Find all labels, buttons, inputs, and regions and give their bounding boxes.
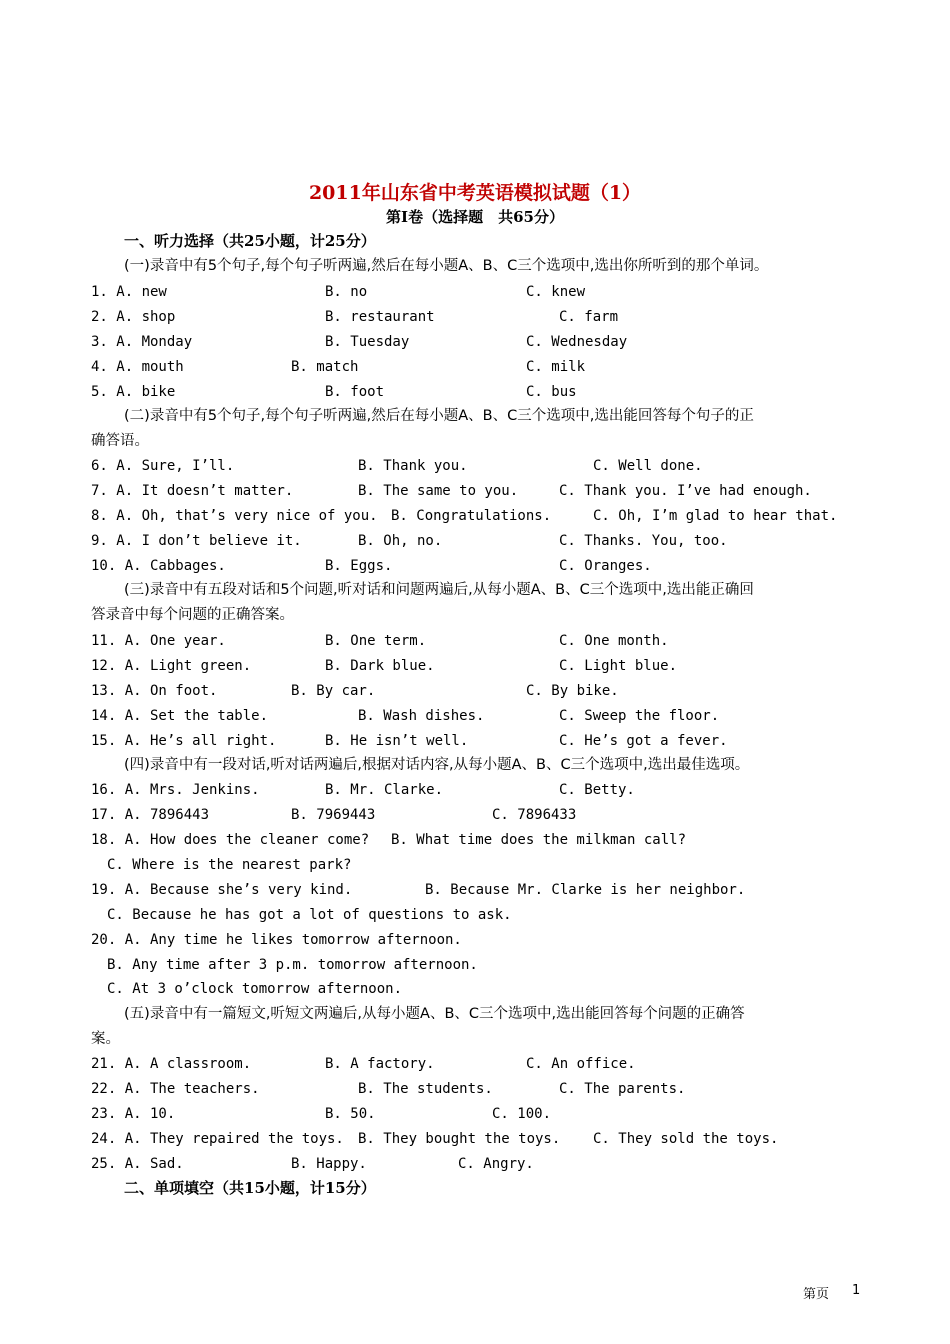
q16-option-a: 16. A. Mrs. Jenkins. [91, 782, 260, 798]
q12-option-a: 12. A. Light green. [91, 658, 252, 674]
q25-option-a: 25. A. Sad. [91, 1156, 184, 1172]
part5-intro-line1: (五)录音中有一篇短文,听短文两遍后,从每小题A、B、C三个选项中,选出能回答每个问题的正确答 [124, 1006, 745, 1022]
q1-option-b: B. no [325, 284, 368, 300]
q7-option-c: C. Thank you. I’ve had enough. [559, 483, 812, 499]
q2-option-c: C. farm [559, 309, 619, 325]
q23-option-a: 23. A. 10. [91, 1106, 176, 1122]
part2-intro-line1: (二)录音中有5个句子,每个句子听两遍,然后在每小题A、B、C三个选项中,选出能回答每个句子的正 [124, 408, 754, 424]
q3-option-b: B. Tuesday [325, 334, 410, 350]
q10-option-a: 10. A. Cabbages. [91, 558, 226, 574]
q1-option-a: 1. A. new [91, 284, 167, 300]
q14-option-b: B. Wash dishes. [358, 708, 485, 724]
q21-option-a: 21. A. A classroom. [91, 1056, 252, 1072]
q11-option-b: B. One term. [325, 633, 427, 649]
q6-option-a: 6. A. Sure, I’ll. [91, 458, 235, 474]
part1-intro: (一)录音中有5个句子,每个句子听两遍,然后在每小题A、B、C三个选项中,选出你所听到的那个单词。 [124, 258, 769, 274]
q13-option-b: B. By car. [291, 683, 376, 699]
q15-option-b: B. He isn’t well. [325, 733, 469, 749]
q11-option-c: C. One month. [559, 633, 669, 649]
q17-option-c: C. 7896433 [492, 807, 577, 823]
q20-option-a: 20. A. Any time he likes tomorrow afternoon. [91, 932, 462, 948]
q14-option-a: 14. A. Set the table. [91, 708, 269, 724]
q13-option-c: C. By bike. [526, 683, 619, 699]
q3-option-a: 3. A. Monday [91, 334, 193, 350]
q16-option-b: B. Mr. Clarke. [325, 782, 444, 798]
q5-option-a: 5. A. bike [91, 384, 176, 400]
q22-option-a: 22. A. The teachers. [91, 1081, 260, 1097]
q20-option-b: B. Any time after 3 p.m. tomorrow afternoon. [107, 957, 478, 973]
q16-option-c: C. Betty. [559, 782, 635, 798]
q11-option-a: 11. A. One year. [91, 633, 226, 649]
q23-option-b: B. 50. [325, 1106, 376, 1122]
q25-option-c: C. Angry. [458, 1156, 534, 1172]
q21-option-b: B. A factory. [325, 1056, 435, 1072]
footer-page-number: 1 [852, 1283, 861, 1298]
q5-option-b: B. foot [325, 384, 385, 400]
q8-option-b: B. Congratulations. [391, 508, 552, 524]
q9-option-b: B. Oh, no. [358, 533, 443, 549]
q10-option-b: B. Eggs. [325, 558, 393, 574]
q20-option-c: C. At 3 o’clock tomorrow afternoon. [107, 981, 403, 997]
q8-option-a: 8. A. Oh, that’s very nice of you. [91, 508, 378, 524]
q4-option-a: 4. A. mouth [91, 359, 184, 375]
part3-intro-line2: 答录音中每个问题的正确答案。 [91, 607, 294, 623]
q24-option-c: C. They sold the toys. [593, 1131, 779, 1147]
q8-option-c: C. Oh, I’m glad to hear that. [593, 508, 838, 524]
q12-option-c: C. Light blue. [559, 658, 678, 674]
q17-option-b: B. 7969443 [291, 807, 376, 823]
q24-option-b: B. They bought the toys. [358, 1131, 561, 1147]
volume-subtitle: 第Ⅰ卷（选择题 共65分） [386, 208, 564, 226]
q14-option-c: C. Sweep the floor. [559, 708, 720, 724]
q9-option-a: 9. A. I don’t believe it. [91, 533, 302, 549]
q2-option-b: B. restaurant [325, 309, 435, 325]
footer-page-label: 第页 [803, 1287, 830, 1302]
q13-option-a: 13. A. On foot. [91, 683, 218, 699]
q22-option-b: B. The students. [358, 1081, 493, 1097]
q25-option-b: B. Happy. [291, 1156, 367, 1172]
q3-option-c: C. Wednesday [526, 334, 628, 350]
section2-heading: 二、单项填空（共15小题，计15分） [124, 1179, 376, 1197]
q9-option-c: C. Thanks. You, too. [559, 533, 728, 549]
section1-heading: 一、听力选择（共25小题，计25分） [124, 232, 376, 250]
q12-option-b: B. Dark blue. [325, 658, 435, 674]
q2-option-a: 2. A. shop [91, 309, 176, 325]
part3-intro-line1: (三)录音中有五段对话和5个问题,听对话和问题两遍后,从每小题A、B、C三个选项中,选出能正确回 [124, 582, 754, 598]
q6-option-b: B. Thank you. [358, 458, 468, 474]
q4-option-c: C. milk [526, 359, 586, 375]
q18-option-c: C. Where is the nearest park? [107, 857, 352, 873]
q6-option-c: C. Well done. [593, 458, 703, 474]
part5-intro-line2: 案。 [91, 1031, 120, 1047]
q15-option-a: 15. A. He’s all right. [91, 733, 277, 749]
q19-option-a: 19. A. Because she’s very kind. [91, 882, 353, 898]
part4-intro: (四)录音中有一段对话,听对话两遍后,根据对话内容,从每小题A、B、C三个选项中,选出最佳选项。 [124, 757, 750, 773]
q7-option-a: 7. A. It doesn’t matter. [91, 483, 294, 499]
q17-option-a: 17. A. 7896443 [91, 807, 210, 823]
q21-option-c: C. An office. [526, 1056, 636, 1072]
q19-option-b: B. Because Mr. Clarke is her neighbor. [425, 882, 746, 898]
q15-option-c: C. He’s got a fever. [559, 733, 728, 749]
q7-option-b: B. The same to you. [358, 483, 519, 499]
q1-option-c: C. knew [526, 284, 586, 300]
q19-option-c: C. Because he has got a lot of questions to ask. [107, 907, 512, 923]
q18-option-a: 18. A. How does the cleaner come? [91, 832, 370, 848]
q4-option-b: B. match [291, 359, 359, 375]
document-title: 2011年山东省中考英语模拟试题（1） [308, 182, 642, 204]
q10-option-c: C. Oranges. [559, 558, 652, 574]
q22-option-c: C. The parents. [559, 1081, 686, 1097]
part2-intro-line2: 确答语。 [91, 433, 149, 449]
q24-option-a: 24. A. They repaired the toys. [91, 1131, 344, 1147]
q23-option-c: C. 100. [492, 1106, 552, 1122]
q18-option-b: B. What time does the milkman call? [391, 832, 687, 848]
q5-option-c: C. bus [526, 384, 577, 400]
